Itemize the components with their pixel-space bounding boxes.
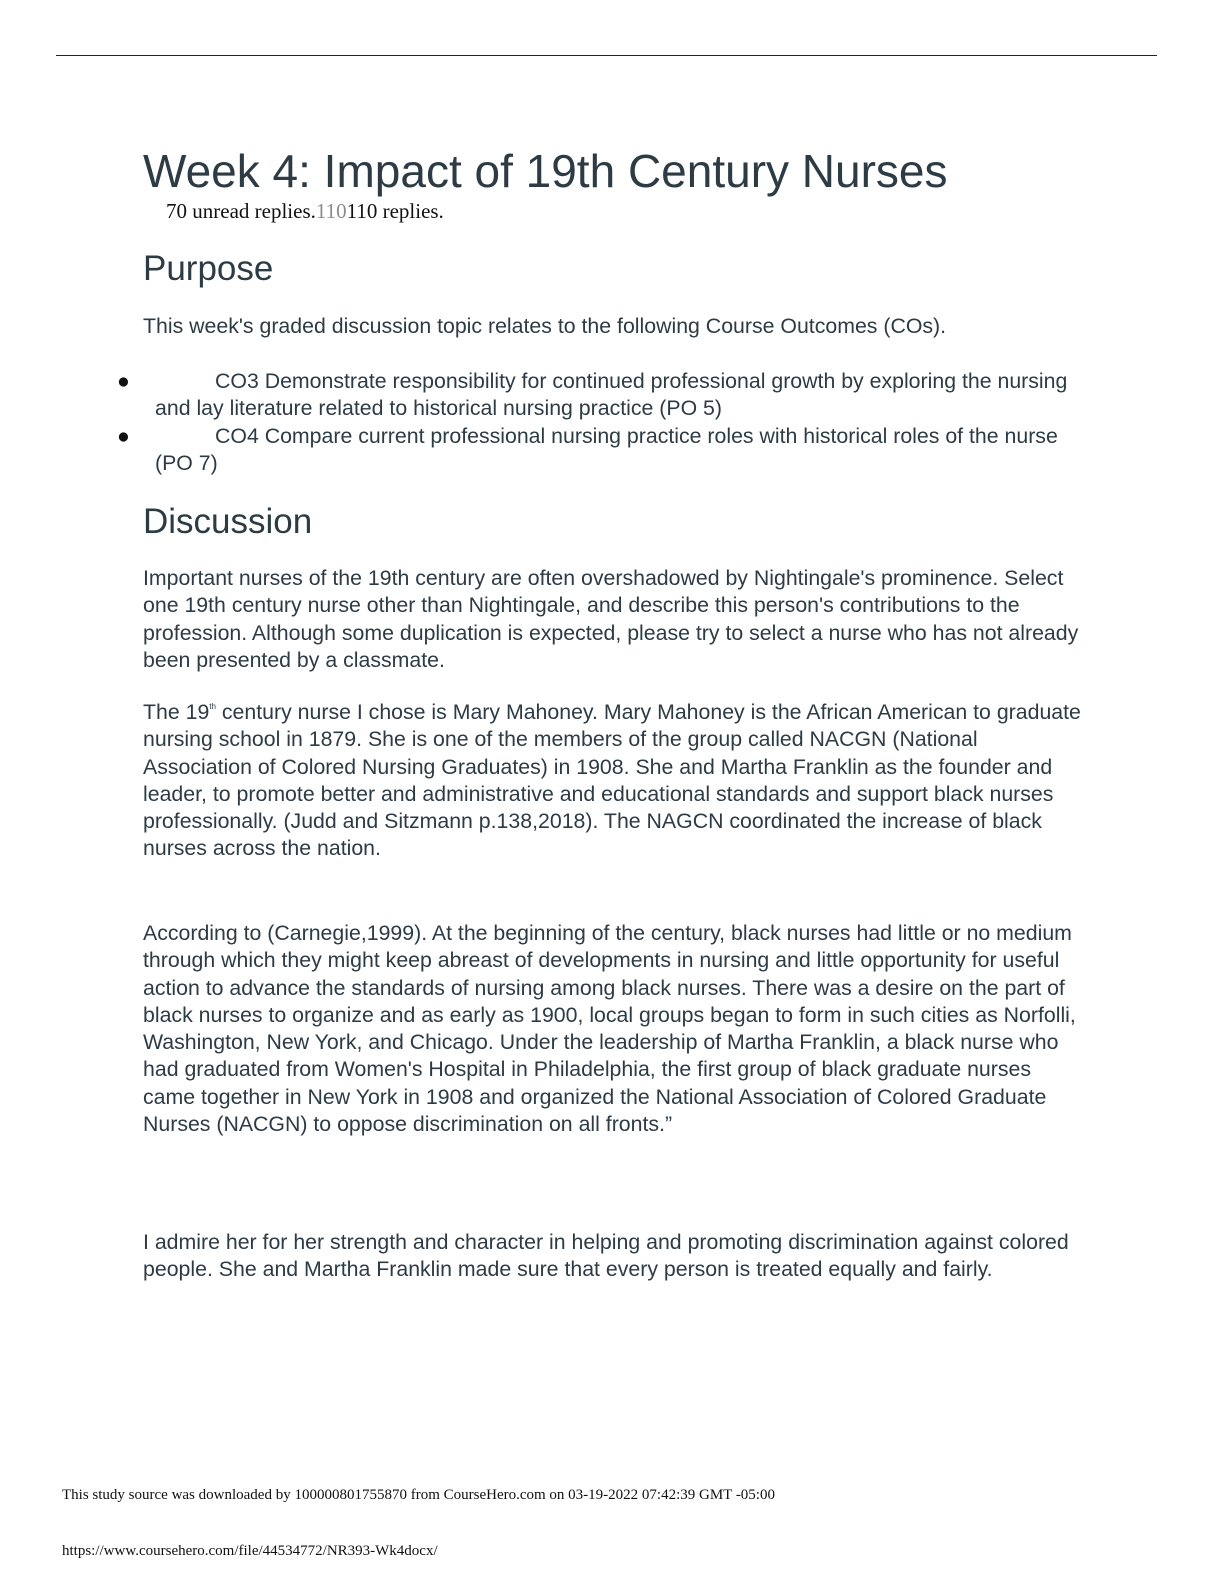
discussion-heading: Discussion — [143, 502, 313, 541]
page-title: Week 4: Impact of 19th Century Nurses — [143, 145, 948, 197]
top-rule — [56, 55, 1157, 56]
para1-superscript: th — [209, 702, 216, 711]
download-source-note: This study source was downloaded by 100000801755870 from CourseHero.com on 03-19-2022 07:42:39 GMT -05:00 — [62, 1487, 775, 1503]
bullet-icon: ● — [117, 369, 130, 393]
discussion-prompt: Important nurses of the 19th century are often overshadowed by Nightingale's prominence. Select one 19th century nurse other than Nightingale, and describe this person's contributions to the profession. Although some duplication is expected, please try to select a nurse who has not already been presented by a classmate. — [143, 566, 1079, 672]
para1-lead: The 19 — [143, 700, 210, 724]
source-url[interactable]: https://www.coursehero.com/file/44534772/NR393-Wk4docx/ — [62, 1543, 438, 1559]
response-paragraph-1 — [143, 693, 1083, 863]
list-item — [117, 368, 1083, 423]
response-paragraph-2: According to (Carnegie,1999). At the beginning of the century, black nurses had little or no medium through which they might keep abreast of developments in nursing and little opportunity for useful action to advance the standards of nursing among black nurses. There was a desire on the part of black nurses to organize and as early as 1900, local groups began to form in such cities as Norfolli, Washington, New York, and Chicago. Under the leadership of Martha Franklin, a black nurse who had graduated from Women's Hospital in Philadelphia, the first group of black graduate nurses came together in New York in 1908 and organized the National Association of Colored Graduate Nurses (NACGN) to oppose discrimination on all fronts.” — [143, 921, 1076, 1137]
replies-count[interactable] — [166, 198, 444, 224]
purpose-heading: Purpose — [143, 249, 274, 288]
purpose-intro: This week's graded discussion topic relates to the following Course Outcomes (COs). — [143, 314, 947, 338]
para1-rest: century nurse I chose is Mary Mahoney. Mary Mahoney is the African American to graduate nursing school in 1879. She is one of the members of the group called NACGN (National Association of Colored Nursing Graduates) in 1908. She and Martha Franklin as the founder and leader, to promote better and administrative and educational standards and support black nurses professionally. (Judd and Sitzmann p.138,2018). The NAGCN coordinated the increase of black nurses across the nation. — [143, 700, 1081, 861]
list-item — [117, 423, 1083, 478]
outcome-co3: CO3 Demonstrate responsibility for continued professional growth by exploring the nursing and lay literature related to historical nursing practice (PO 5) — [155, 369, 1068, 421]
response-paragraph-3: I admire her for her strength and character in helping and promoting discrimination against colored people. She and Martha Franklin made sure that every person is treated equally and fairly. — [143, 1230, 1069, 1282]
total-replies: 110 replies. — [346, 199, 444, 223]
unread-replies: 70 unread replies. — [166, 199, 316, 223]
replies-number: 110 — [315, 199, 347, 223]
course-outcomes-list — [117, 368, 1083, 477]
outcome-co4: CO4 Compare current professional nursing practice roles with historical roles of the nurse (PO 7) — [155, 423, 1058, 475]
bullet-icon: ● — [117, 423, 130, 448]
